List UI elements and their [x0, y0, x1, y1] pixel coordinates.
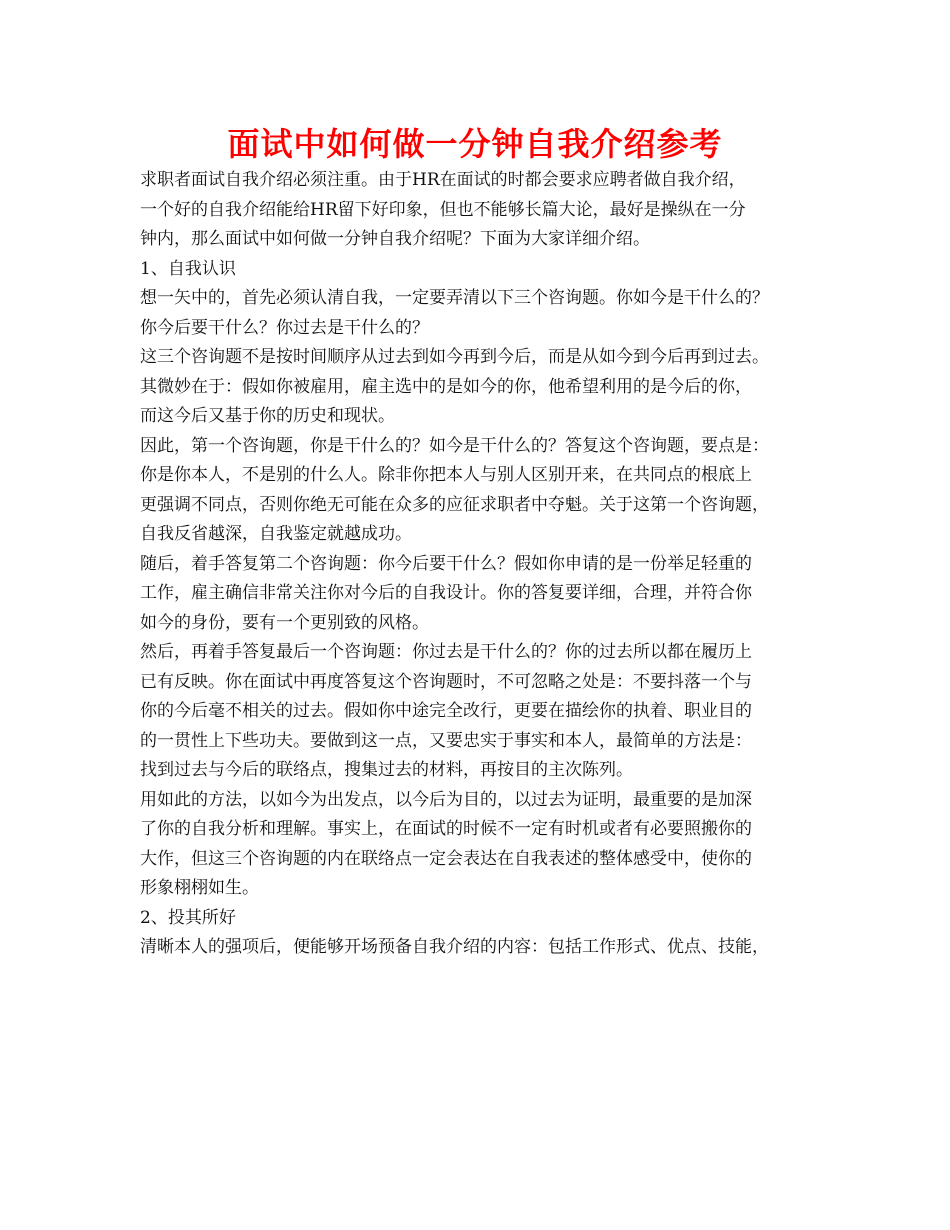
text-line: 想一矢中的，首先必须认清自我，一定要弄清以下三个咨询题。你如今是干什么的？ — [140, 288, 769, 308]
text-line: 的一贯性上下些功夫。要做到这一点，又要忠实于事实和本人，最简单的方法是： — [140, 730, 752, 751]
text-line: 更强调不同点，否则你绝无可能在众多的应征求职者中夺魁。关于这第一个咨询题， — [140, 494, 769, 515]
text-line: 随后，着手答复第二个咨询题：你今后要干什么？假如你申请的是一份举足轻重的 — [140, 553, 752, 574]
text-line: 钟内，那么面试中如何做一分钟自我介绍呢？下面为大家详细介绍。 — [140, 229, 650, 249]
text-line: 形象栩栩如生。 — [140, 878, 259, 898]
text-line: 你的今后毫不相关的过去。假如你中途完全改行，更要在描绘你的执着、职业目的 — [140, 701, 752, 721]
text-line: 你是你本人，不是别的什么人。除非你把本人与别人区别开来，在共同点的根底上 — [140, 465, 752, 485]
text-line: 了你的自我分析和理解。事实上，在面试的时候不一定有时机或者有必要照搬你的 — [140, 819, 752, 839]
text-line: 其微妙在于：假如你被雇用，雇主选中的是如今的你，他希望利用的是今后的你， — [140, 376, 752, 397]
text-line: 而这今后又基于你的历史和现状。 — [140, 406, 395, 426]
text-line: 这三个咨询题不是按时间顺序从过去到如今再到今后，而是从如今到今后再到过去。 — [140, 347, 769, 367]
document-title: 面试中如何做一分钟自我介绍参考 — [227, 125, 723, 163]
text-line: 如今的身份，要有一个更别致的风格。 — [140, 612, 429, 633]
text-line: 2、投其所好 — [140, 907, 236, 928]
text-line: 清晰本人的强项后，便能够开场预备自我介绍的内容：包括工作形式、优点、技能， — [140, 937, 769, 957]
text-line: 求职者面试自我介绍必须注重。由于HR在面试的时都会要求应聘者做自我介绍， — [140, 170, 746, 190]
text-line: 一个好的自我介绍能给HR留下好印象，但也不能够长篇大论，最好是操纵在一分 — [140, 199, 746, 220]
text-line: 用如此的方法，以如今为出发点，以今后为目的，以过去为证明，最重要的是加深 — [140, 789, 752, 810]
text-line: 1、自我认识 — [140, 258, 236, 279]
document-body — [140, 166, 840, 963]
text-line: 自我反省越深，自我鉴定就越成功。 — [140, 524, 412, 544]
text-line: 找到过去与今后的联络点，搜集过去的材料，再按目的主次陈列。 — [140, 760, 633, 780]
text-line: 因此，第一个咨询题，你是干什么的？如今是干什么的？答复这个咨询题，要点是： — [140, 435, 769, 456]
text-line: 已有反映。你在面试中再度答复这个咨询题时，不可忽略之处是：不要抖落一个与 — [140, 671, 752, 692]
text-line: 然后，再着手答复最后一个咨询题：你过去是干什么的？你的过去所以都在履历上 — [140, 642, 752, 662]
text-line: 工作，雇主确信非常关注你对今后的自我设计。你的答复要详细，合理，并符合你 — [140, 583, 752, 603]
text-line: 你今后要干什么？你过去是干什么的？ — [140, 317, 429, 338]
text-line: 大作，但这三个咨询题的内在联络点一定会表达在自我表述的整体感受中，使你的 — [140, 848, 752, 869]
